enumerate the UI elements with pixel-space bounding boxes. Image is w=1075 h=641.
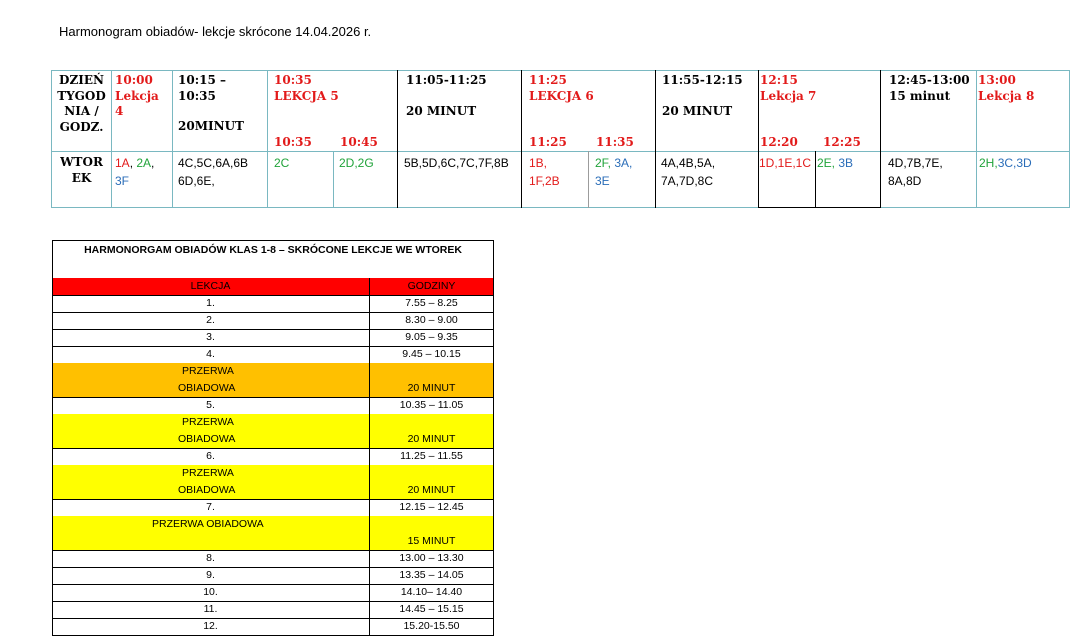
- header-lesson-4: 10:00 Lekcja 4: [115, 73, 159, 118]
- cell-lesson-5a-classes: 2C: [274, 156, 290, 170]
- cell-lesson-5b-classes: 2D,2G: [339, 156, 374, 170]
- table-row-lekcja: 12.: [203, 620, 218, 632]
- table-row-lekcja: 2.: [206, 314, 215, 326]
- table-row-lekcja: 10.: [203, 586, 218, 598]
- break-label-line2: OBIADOWA: [178, 433, 236, 445]
- table-row-break-label: [52, 414, 369, 448]
- head-lekcja: LEKCJA: [52, 278, 369, 295]
- table-row-lekcja: 9.: [206, 569, 215, 581]
- table-row-lekcja: 11.: [203, 603, 218, 615]
- cell-break-3-classes: 4A,4B,5A, 7A,7D,8C: [661, 156, 716, 188]
- document-title: Harmonogram obiadów- lekcje skrócone 14.04.2026 r.: [59, 24, 372, 39]
- cell-lesson-7a-classes: 1D,1E,1C: [759, 156, 812, 170]
- row-day-tuesday: WTOR EK: [60, 155, 103, 185]
- table-row-godziny: 13.35 – 14.05: [399, 569, 464, 581]
- table-row-lekcja: 8.: [206, 552, 215, 564]
- table-row-godziny: 14.10– 14.40: [400, 586, 463, 598]
- break-label-line1: PRZERWA: [182, 467, 234, 479]
- table-row-lekcja: 1.: [206, 297, 215, 309]
- table-row-break-duration: 20 MINUT: [369, 363, 494, 397]
- table-row-break-duration: 20 MINUT: [369, 414, 494, 448]
- break-label-line1: PRZERWA: [182, 416, 234, 428]
- table-row-lekcja: 3.: [206, 331, 215, 343]
- table-row-godziny: 8.30 – 9.00: [405, 314, 458, 326]
- table-row-godziny: 11.25 – 11.55: [400, 450, 463, 462]
- table-row-godziny: 15.20-15.50: [403, 620, 460, 632]
- table-row-godziny: 9.05 – 9.35: [405, 331, 458, 343]
- header-break-4: 12:45-13:00 15 minut: [889, 73, 970, 103]
- head-godziny: GODZINY: [369, 278, 494, 295]
- header-lesson-6: 11:25 LEKCJA 6 11:25 11:35: [529, 73, 634, 149]
- table-row-godziny: 10.35 – 11.05: [399, 399, 464, 411]
- table-row-godziny: 9.45 – 10.15: [402, 348, 461, 360]
- cell-break-1-classes: 4C,5C,6A,6B 6D,6E,: [178, 156, 249, 188]
- table-border: [52, 240, 494, 241]
- cell-lesson-6b-classes: 2F, 3A, 3E: [595, 156, 633, 188]
- table-row-break-label: [52, 363, 369, 397]
- cell-lesson-7b-classes: 2E, 3B: [817, 156, 854, 170]
- cell-break-2-classes: 5B,5D,6C,7C,7F,8B: [404, 156, 509, 170]
- lunch-schedule-grid: [51, 70, 1070, 208]
- table-row-godziny: 13.00 – 13.30: [399, 552, 464, 564]
- lesson-hours-table: [52, 240, 494, 632]
- break-label-line2: OBIADOWA: [178, 382, 236, 394]
- table-border: [369, 278, 370, 636]
- header-lesson-8: 13:00 Lekcja 8: [978, 73, 1035, 103]
- cell-lesson-6a-classes: 1B, 1F,2B: [529, 156, 560, 188]
- cell-lesson-4-classes: 1A, 2A, 3F: [115, 156, 155, 188]
- header-day-label: DZIEŃ TYGOD NIA / GODZ.: [57, 73, 106, 134]
- table-row-lekcja: 4.: [206, 348, 215, 360]
- break-label-line1: PRZERWA: [182, 365, 234, 377]
- table-border: [52, 240, 53, 636]
- table-row-break-label: [52, 465, 369, 499]
- cell-break-4-classes: 4D,7B,7E, 8A,8D: [888, 156, 943, 188]
- cell-lesson-8-classes: 2H,3C,3D: [979, 156, 1032, 170]
- table-row-break-label: [52, 516, 369, 550]
- table-row-lekcja: 5.: [206, 399, 215, 411]
- table-row-break-duration: 15 MINUT: [369, 516, 494, 550]
- header-lesson-7: 12:15 Lekcja 7 12:20 12:25: [760, 73, 861, 149]
- table-border: [493, 240, 494, 636]
- break-label-line2: OBIADOWA: [178, 484, 236, 496]
- table-border: [52, 635, 494, 636]
- table-row-break-duration: 20 MINUT: [369, 465, 494, 499]
- table-title: HARMONORGAM OBIADÓW KLAS 1-8 – SKRÓCONE LEKCJE WE WTOREK: [84, 244, 462, 256]
- break-label-line1: PRZERWA OBIADOWA: [152, 518, 264, 530]
- table-row-godziny: 14.45 – 15.15: [399, 603, 464, 615]
- header-break-1: 10:15 – 10:35 20MINUT: [178, 73, 244, 133]
- header-break-3: 11:55-12:15 20 MINUT: [662, 73, 743, 118]
- header-break-2: 11:05-11:25 20 MINUT: [406, 73, 487, 118]
- table-row-lekcja: 6.: [206, 450, 215, 462]
- table-row-godziny: 7.55 – 8.25: [405, 297, 458, 309]
- table-row-godziny: 12.15 – 12.45: [399, 501, 464, 513]
- header-lesson-5: 10:35 LEKCJA 5 10:35 10:45: [274, 73, 378, 149]
- table-row-lekcja: 7.: [206, 501, 215, 513]
